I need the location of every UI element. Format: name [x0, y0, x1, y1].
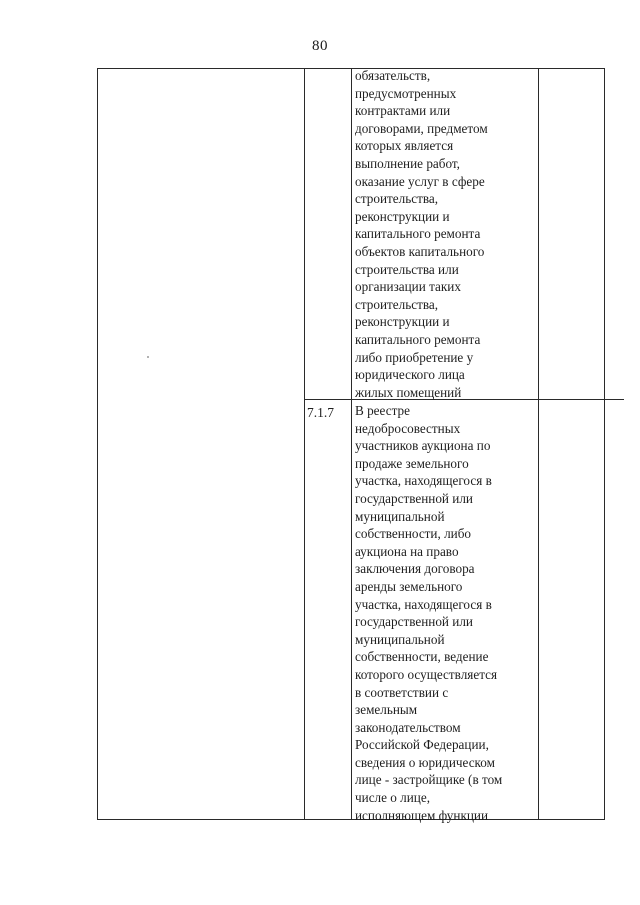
row-text: обязательств, предусмотренных контрактами или договорами, предметом которых является выполнение работ, оказание услуг в сфере строительства, реконструкции и капитального ремонта объектов капитального строительства или организации таких строительства, реконструкции и капитального ремонта либо приобретение у юридического лица жилых помещений [355, 68, 488, 400]
row-code: 7.1.7 [307, 405, 334, 420]
column-divider-3 [538, 68, 539, 820]
page-number: 80 [312, 38, 328, 54]
column-divider-1 [304, 68, 305, 820]
table-border-left [97, 68, 98, 820]
column-divider-2 [351, 68, 352, 820]
document-table [97, 68, 605, 823]
scan-speck [147, 356, 149, 358]
row-text: В реестре недобросовестных участников аукциона по продаже земельного участка, находящегося в государственной или муниципальной собственности, либо аукциона на право заключения договора аренды земельного участка, находящегося в государственной или муниципальной собственности, ведение которого осуществляется в соответствии с земельным законодательством Российской Федерации, сведения о юридическом лице - застройщике (в том числе о лице, исполняющем функции [355, 403, 503, 823]
table-border-right [604, 68, 605, 820]
